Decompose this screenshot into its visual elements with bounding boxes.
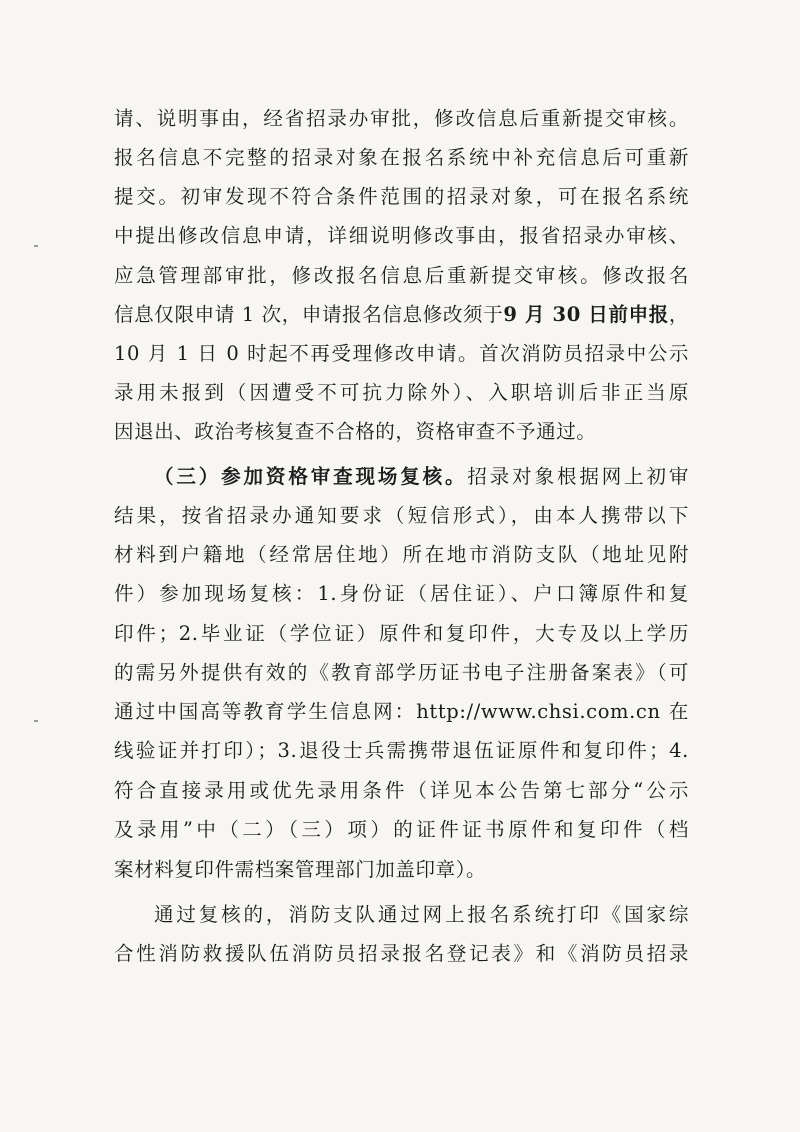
text-segment: 符合直接录用或优先录用条件（详见本公告第七部分“公示 <box>114 779 689 802</box>
text-line <box>114 378 689 408</box>
text-line <box>114 339 689 369</box>
text-segment: 印件；2.毕业证（学位证）原件和复印件，大专及以上学历 <box>114 622 689 645</box>
text-line <box>114 619 689 649</box>
text-line <box>114 855 689 885</box>
text-segment: 线验证并打印）；3.退役士兵需携带退伍证原件和复印件；4. <box>114 739 689 762</box>
binding-mark <box>34 245 38 247</box>
text-segment: 结果，按省招录办通知要求（短信形式），由本人携带以下 <box>114 504 689 527</box>
text-segment: 因退出、政治考核复查不合格的，资格审查不予通过。 <box>114 420 597 443</box>
text-line <box>114 104 689 134</box>
text-line <box>114 182 689 212</box>
text-segment: 请、说明事由，经省招录办审批，修改信息后重新提交审核。 <box>114 107 689 130</box>
text-line <box>114 939 689 969</box>
text-line <box>114 697 689 727</box>
bold-text: （三）参加资格审查现场复核。 <box>154 465 468 488</box>
text-line <box>154 462 689 492</box>
text-segment: 合性消防救援队伍消防员招录报名登记表》和《消防员招录 <box>114 942 689 965</box>
text-segment: 信息仅限申请 1 次，申请报名信息修改须于 <box>114 303 504 326</box>
text-line <box>114 540 689 570</box>
text-segment: 应急管理部审批，修改报名信息后重新提交审核。修改报名 <box>114 264 689 287</box>
text-line <box>154 900 689 930</box>
text-segment: 通过复核的，消防支队通过网上报名系统打印《国家综 <box>154 903 689 926</box>
text-segment: 报名信息不完整的招录对象在报名系统中补充信息后可重新 <box>114 146 689 169</box>
text-segment: 的需另外提供有效的《教育部学历证书电子注册备案表》（可 <box>114 661 689 684</box>
text-line <box>114 417 689 447</box>
text-line <box>114 261 689 291</box>
text-segment: 案材料复印件需档案管理部门加盖印章）。 <box>114 858 487 881</box>
text-line <box>114 776 689 806</box>
text-segment: 10 月 1 日 0 时起不再受理修改申请。首次消防员招录中公示 <box>114 342 689 365</box>
text-line <box>114 143 689 173</box>
binding-mark <box>34 720 38 722</box>
text-segment: 录用未报到（因遭受不可抗力除外）、入职培训后非正当原 <box>114 381 689 404</box>
text-line <box>114 658 689 688</box>
bold-text: 9 月 30 日前申报 <box>503 303 669 326</box>
text-segment: 中提出修改信息申请，详细说明修改事由，报省招录办审核、 <box>114 224 689 247</box>
text-line <box>114 815 689 845</box>
text-segment: 及录用”中（二）（三）项）的证件证书原件和复印件（档 <box>114 818 689 841</box>
text-segment: 件）参加现场复核：1.身份证（居住证）、户口簿原件和复 <box>114 582 689 605</box>
text-line <box>114 736 689 766</box>
text-segment: 材料到户籍地（经常居住地）所在地市消防支队（地址见附 <box>114 543 689 566</box>
text-line <box>114 300 689 330</box>
text-line <box>114 579 689 609</box>
text-line <box>114 221 689 251</box>
text-segment: 提交。初审发现不符合条件范围的招录对象，可在报名系统 <box>114 185 689 208</box>
text-segment: ， <box>668 303 689 326</box>
text-line <box>114 501 689 531</box>
text-segment: 招录对象根据网上初审 <box>467 465 689 488</box>
text-segment: 通过中国高等教育学生信息网：http://www.chsi.com.cn 在 <box>114 700 689 723</box>
